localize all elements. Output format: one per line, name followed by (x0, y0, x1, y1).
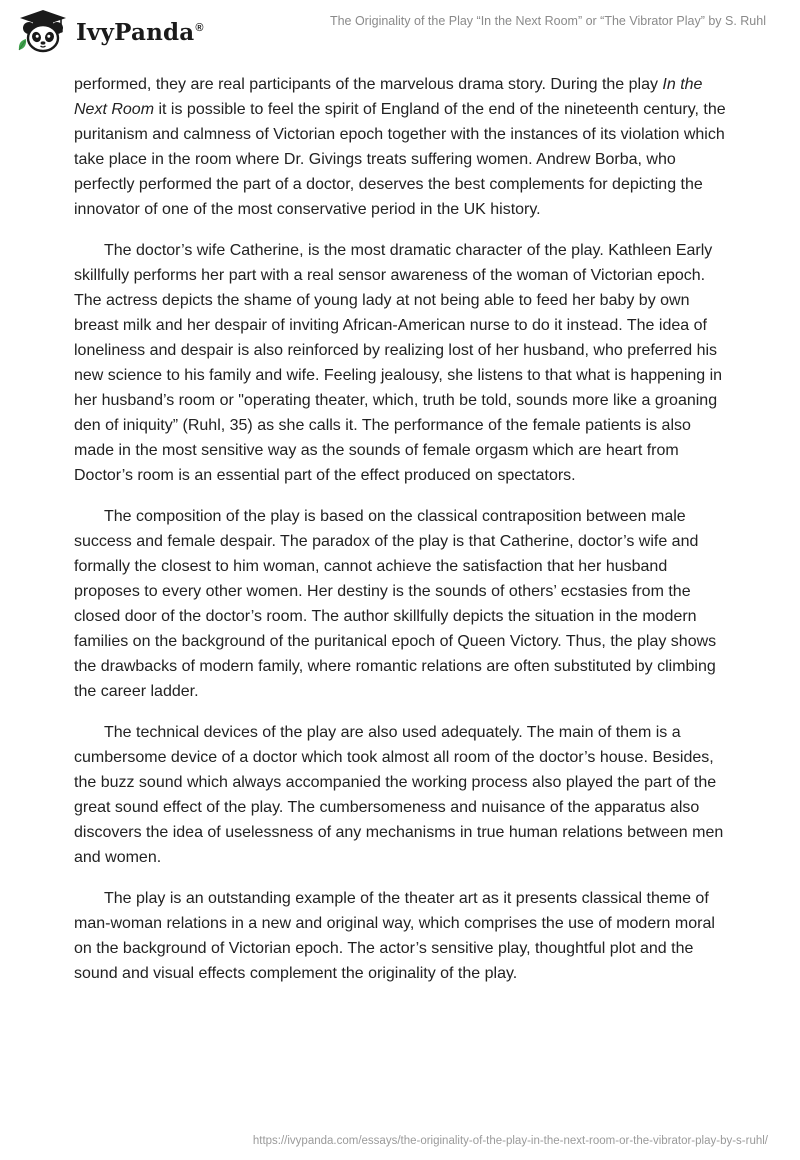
page-header (0, 0, 800, 64)
paragraph-2: The doctor’s wife Catherine, is the most dramatic character of the play. Kathleen Early skillfully performs her part with a real sensor awareness of the woman of Victorian epoch. The actress depicts the shame of young lady at not being able to feed her baby by own breast milk and her despair of inviting African-American nurse to do it instead. The idea of loneliness and despair is also reinforced by realizing lost of her husband, who preferred his new science to his family and wife. Feeling jealousy, she listens to that what is happening in her husband’s room or "operating theater, which, truth be told, sounds more like a groaning den of iniquity” (Ruhl, 35) as she calls it. The performance of the female patients is also made in the most sensitive way as the sounds of female orgasm which are heart from Doctor’s room is an essential part of the effect produced on spectators. (74, 242, 723, 484)
essay-body (74, 72, 726, 1002)
paragraph-4: The technical devices of the play are also used adequately. The main of them is a cumbersome device of a doctor which took almost all room of the doctor’s house. Besides, the buzz sound which always accompanied the working process also played the part of the great sound effect of the play. The cumbersomeness and nuisance of the apparatus also discovers the idea of uselessness of any mechanisms in true human relations between men and women. (74, 724, 724, 866)
paragraph-3: The composition of the play is based on the classical contraposition between male success and female despair. The paradox of the play is that Catherine, doctor’s wife and formally the closest to him woman, cannot achieve the satisfaction that her husband proposes to every other women. Her destiny is the sounds of others’ ecstasies from the closed door of the doctor’s room. The author skillfully depicts the situation in the modern families on the background of the puritanical epoch of Queen Victory. Thus, the play shows the drawbacks of modern family, where romantic relations are often substituted by climbing the career ladder. (74, 508, 717, 700)
paragraph-1 (74, 72, 726, 222)
source-url-link[interactable]: https://ivypanda.com/essays/the-originality-of-the-play-in-the-next-room-or-the-vibrator-play-by-s-ruhl/ (252, 1135, 768, 1147)
play-title-italic: In the Next Room (74, 76, 703, 118)
logo-wordmark (76, 19, 204, 46)
ivypanda-logo[interactable] (14, 8, 204, 56)
paragraph-1-after: it is possible to feel the spirit of England of the end of the nineteenth century, the puritanism and calmness of Victorian epoch together with the instances of its violation which take place in the room where Dr. Givings treats suffering women. Andrew Borba, who perfectly performed the part of a doctor, deserves the best complements for depicting the innovator of one of the most conservative period in the UK history. (74, 101, 726, 218)
logo-text: IvyPanda (76, 18, 195, 46)
paragraph-1-before: performed, they are real participants of the marvelous drama story. During the play (74, 76, 663, 93)
document-title: The Originality of the Play “In the Next Room” or “The Vibrator Play” by S. Ruhl (329, 14, 766, 28)
panda-logo-icon (14, 8, 72, 56)
paragraph-5: The play is an outstanding example of the theater art as it presents classical theme of man-woman relations in a new and original way, which comprises the use of modern moral on the background of Victorian epoch. The actor’s sensitive play, thoughtful plot and the sound and visual effects complement the originality of the play. (74, 890, 715, 982)
registered-mark: ® (195, 21, 204, 34)
